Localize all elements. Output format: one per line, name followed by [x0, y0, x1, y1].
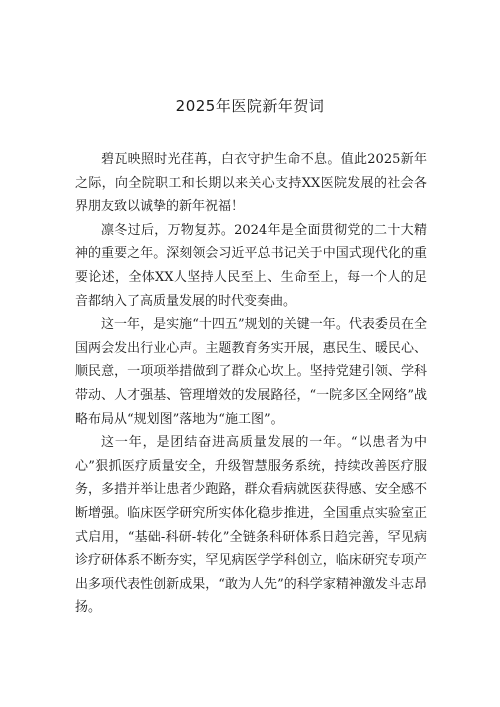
paragraph-plan: 这一年，是实施“十四五”规划的关键一年。代表委员在全国两会发出行业心声。主题教育务实开展，惠民生、暖民心、顺民意，一项项举措做到了群众心坎上。坚持党建引领、学科带动、人才强基、管理增效的发展路径，“一院多区全网络”战略布局从“规划图”落地为“施工图”。	[75, 317, 427, 427]
paragraph-development: 这一年，是团结奋进高质量发展的一年。“以患者为中心”狠抓医疗质量安全，升级智慧服务系统，持续改善医疗服务，多措并举让患者少跑路，群众看病就医获得感、安全感不断增强。临床医学研究所实体化稳步推进，全国重点实验室正式启用，“基础-科研-转化”全链条科研体系日趋完善，罕见病诊疗研体系不断夯实，罕见病医学学科创立，临床研究专项产出多项代表性创新成果，“敢为人先”的科学家精神激发斗志昂扬。	[75, 435, 427, 616]
document-body	[75, 148, 427, 620]
paragraph-greeting: 碧瓦映照时光荏苒，白衣守护生命不息。值此2025新年之际，向全院职工和长期以来关心支持XX医院发展的社会各界朋友致以诚挚的新年祝福！	[75, 152, 427, 215]
paragraph-review: 凛冬过后，万物复苏。2024年是全面贯彻党的二十大精神的重要之年。深刻领会习近平总书记关于中国式现代化的重要论述，全体XX人坚持人民至上、生命至上，每一个人的足音都纳入了高质量发展的时代变奏曲。	[75, 222, 427, 309]
document-title: 2025年医院新年贺词	[175, 97, 325, 115]
